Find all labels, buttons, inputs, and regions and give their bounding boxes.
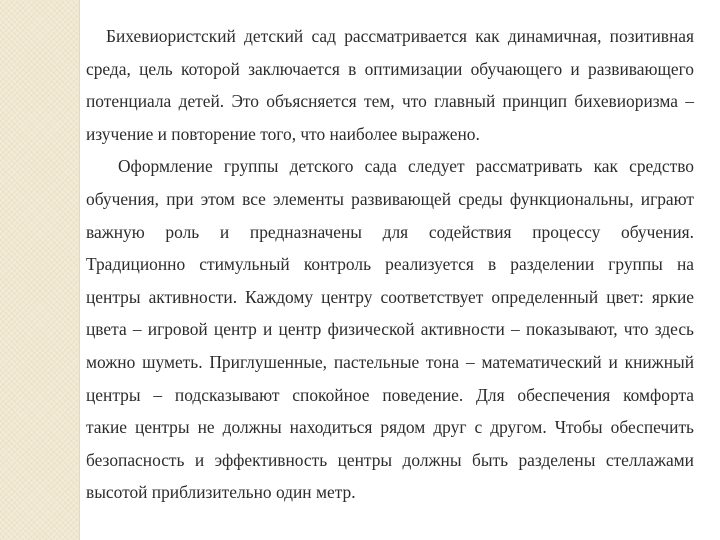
text-line: среда, цель которой заключается в оптимизации обучающего и развивающего xyxy=(86,58,694,79)
text-line: можно шуметь. Приглушенные, пастельные тона – математический и книжный xyxy=(86,351,694,372)
text-line: Бихевиористский детский сад рассматривается как динамичная, позитивная xyxy=(106,26,694,46)
document-body xyxy=(86,20,694,509)
decorative-side-band xyxy=(0,0,80,540)
text-line: центры активности. Каждому центру соответствует определенный цвет: яркие xyxy=(86,286,694,307)
paragraph-1 xyxy=(86,20,694,150)
text-line: изучение и повторение того, что наиболее выражено. xyxy=(86,123,480,144)
text-line: Традиционно стимульный контроль реализуется в разделении группы на xyxy=(86,254,694,275)
text-line: безопасность и эффективность центры должны быть разделены стеллажами xyxy=(86,449,694,470)
text-line: такие центры не должны находиться рядом друг с другом. Чтобы обеспечить xyxy=(86,417,694,438)
text-line: высотой приблизительно один метр. xyxy=(86,482,356,503)
text-line: обучения, при этом все элементы развивающей среды функциональны, играют xyxy=(86,188,694,209)
paragraph-2 xyxy=(86,150,694,509)
text-line: цвета – игровой центр и центр физической активности – показывают, что здесь xyxy=(86,319,694,340)
text-line: потенциала детей. Это объясняется тем, что главный принцип бихевиоризма – xyxy=(86,91,694,112)
text-line: центры – подсказывают спокойное поведение. Для обеспечения комфорта xyxy=(86,384,694,405)
text-line: Оформление группы детского сада следует рассматривать как средство xyxy=(118,156,694,177)
text-line: важную роль и предназначены для содействия процессу обучения. xyxy=(86,221,694,242)
